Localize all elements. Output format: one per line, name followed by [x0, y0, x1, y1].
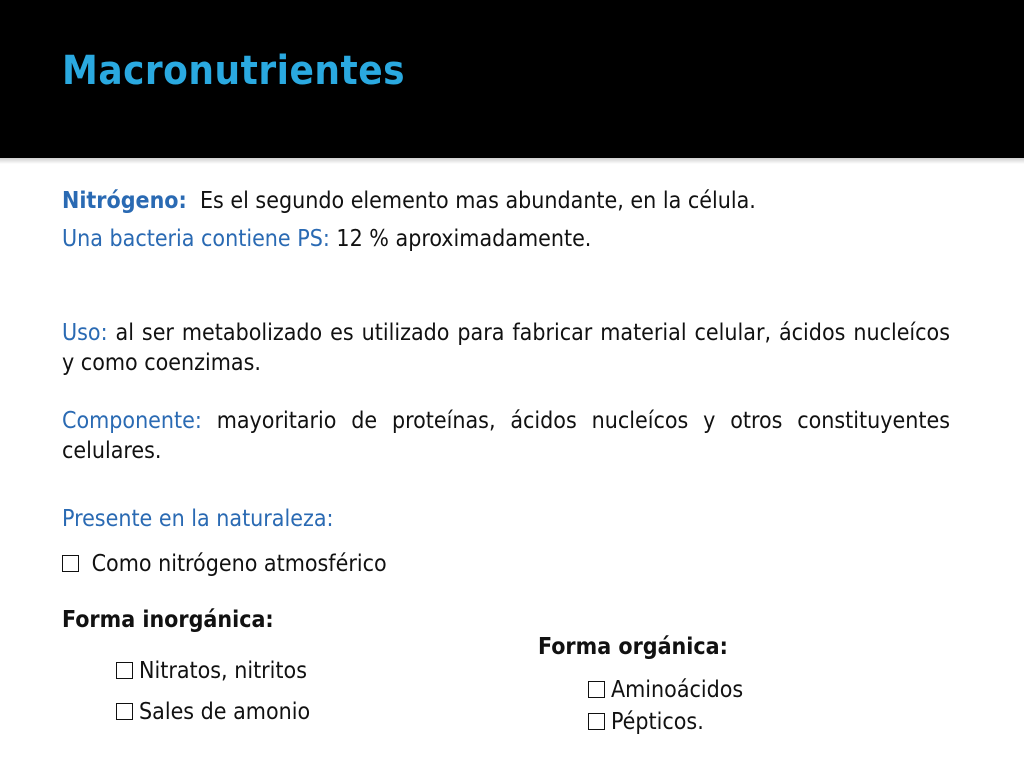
inorganica-item-1: Nitratos, nitritos — [139, 658, 307, 684]
inorganica-item-2: Sales de amonio — [139, 699, 311, 725]
square-bullet-icon — [588, 681, 605, 698]
inorganica-heading: Forma inorgánica: — [62, 607, 274, 633]
componente-label: Componente: — [62, 408, 202, 434]
presente-label: Presente en la naturaleza: — [62, 506, 334, 532]
list-item — [588, 675, 743, 705]
presente-item-text: Como nitrógeno atmosférico — [91, 551, 387, 577]
organica-item-1: Aminoácidos — [611, 677, 744, 703]
componente-text: mayoritario de proteínas, ácidos nucleícos y otros constituyentes celulares. — [62, 408, 950, 464]
organica-item-2: Pépticos. — [611, 709, 704, 735]
uso-label: Uso: — [62, 320, 108, 346]
presente-heading — [62, 504, 333, 534]
presente-item — [62, 549, 387, 579]
nitrogeno-line — [62, 186, 756, 216]
square-bullet-icon — [62, 555, 79, 572]
square-bullet-icon — [116, 662, 133, 679]
list-item — [116, 697, 310, 727]
title-divider — [0, 158, 1024, 164]
bacteria-text: 12 % aproximadamente. — [336, 226, 592, 252]
componente-paragraph — [62, 406, 950, 466]
square-bullet-icon — [116, 703, 133, 720]
slide-title: Macronutrientes — [62, 48, 406, 94]
square-bullet-icon — [588, 713, 605, 730]
organica-heading: Forma orgánica: — [538, 634, 728, 660]
list-item — [116, 656, 307, 686]
list-item — [588, 707, 704, 737]
uso-paragraph — [62, 318, 950, 378]
bacteria-label: Una bacteria contiene PS: — [62, 226, 330, 252]
uso-text: al ser metabolizado es utilizado para fabricar material celular, ácidos nucleícos y como coenzimas. — [62, 320, 950, 376]
nitrogeno-text: Es el segundo elemento mas abundante, en la célula. — [199, 188, 756, 214]
nitrogeno-label: Nitrógeno: — [62, 188, 187, 214]
bacteria-line — [62, 224, 591, 254]
